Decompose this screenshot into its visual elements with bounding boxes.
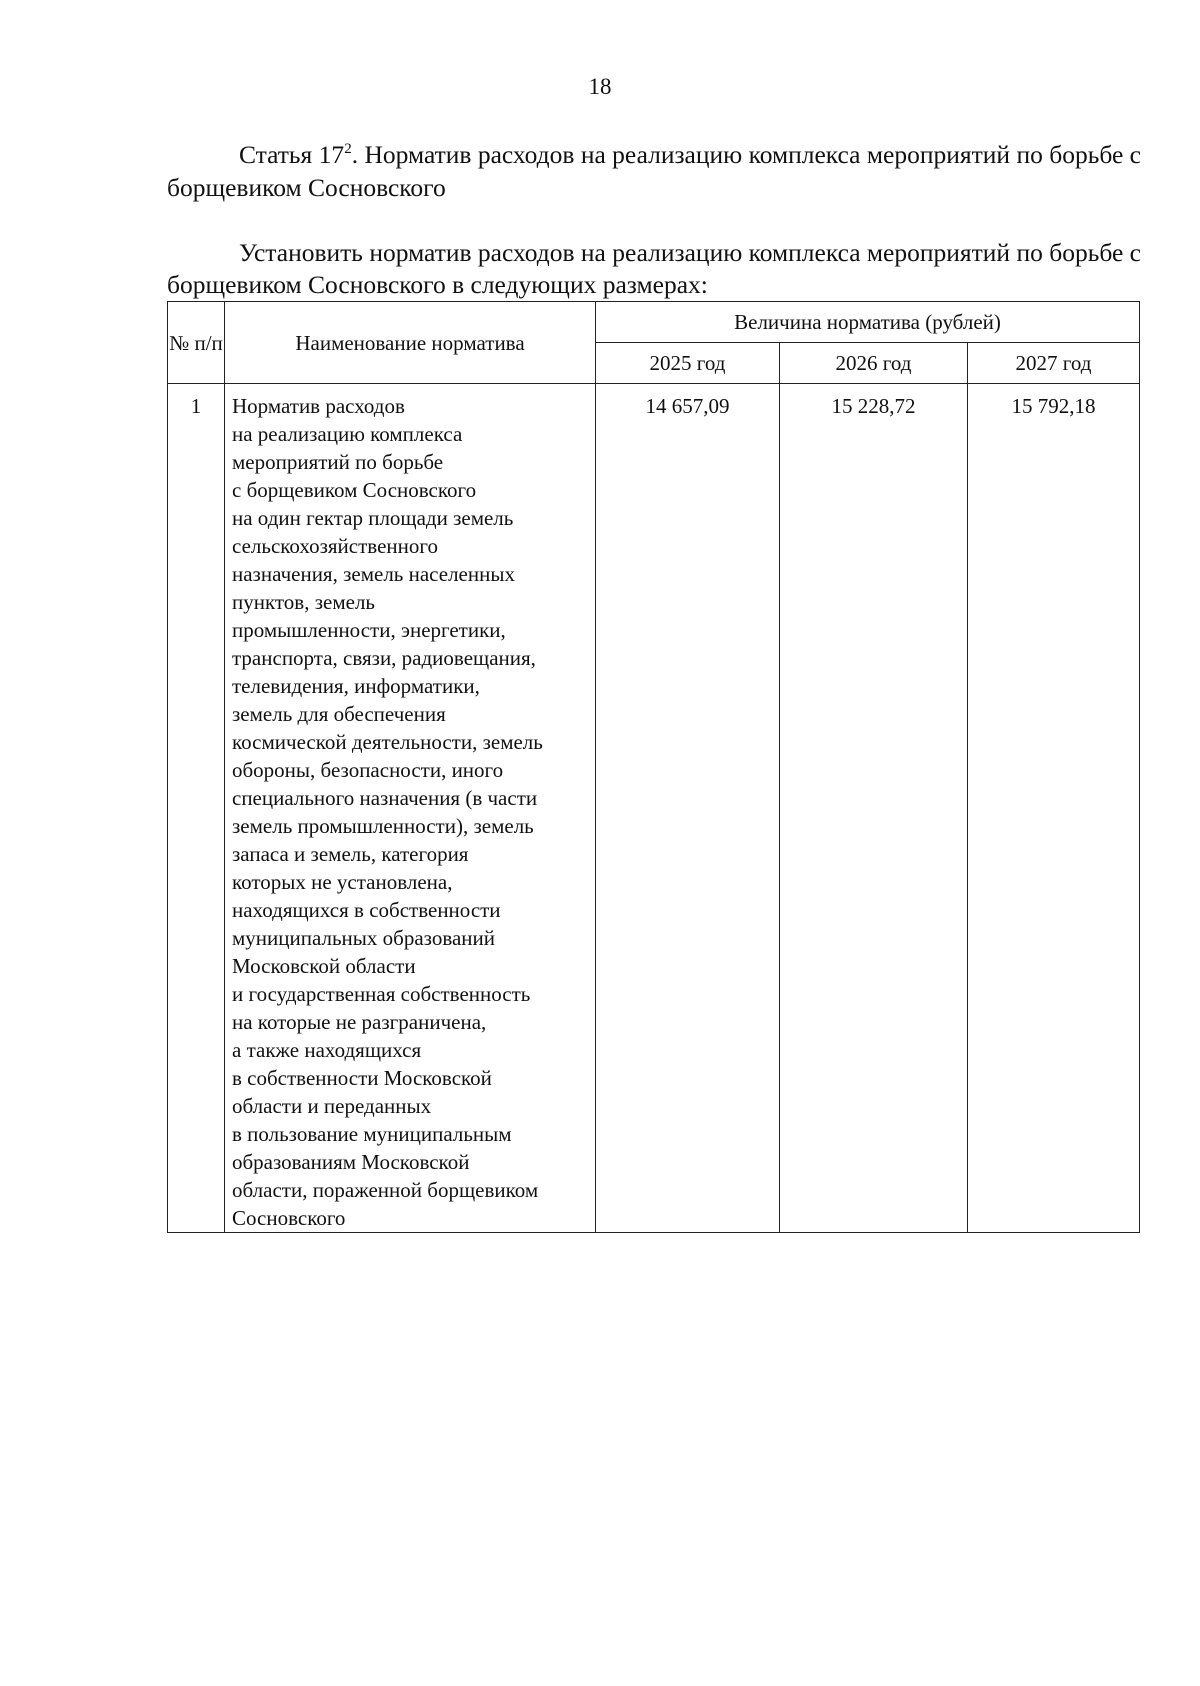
row-name-line: муниципальных образований [232,926,495,950]
row-name-line: земель для обеспечения [232,702,446,726]
row-name [225,384,596,1233]
row-name-line: в пользование муниципальным [232,1122,512,1146]
row-num: 1 [168,384,225,1233]
article-title: . Норматив расходов на реализацию комплекса мероприятий по борьбе с борщевиком Сосновского [167,140,1141,202]
row-name-line: и государственная собственность [232,982,531,1006]
row-name-line: сельскохозяйственного [232,534,438,558]
row-name-line: земель промышленности), земель [232,814,534,838]
row-name-line: назначения, земель населенных [232,562,515,586]
table-row [168,384,1140,1233]
header-year-2026: 2026 год [780,343,968,384]
row-name-line: Московской области [232,954,416,978]
row-name-line: находящихся в собственности [232,898,501,922]
row-name-line: области и переданных [232,1094,432,1118]
row-name-line: мероприятий по борьбе [232,450,444,474]
table-header-row [168,302,1140,343]
row-name-line: специального назначения (в части [232,786,538,810]
row-name-line: а также находящихся [232,1038,422,1062]
row-name-line: запаса и земель, категория [232,842,469,866]
row-name-line: транспорта, связи, радиовещания, [232,646,536,670]
row-name-line: с борщевиком Сосновского [232,478,477,502]
header-name: Наименование норматива [225,302,596,384]
row-name-line: на реализацию комплекса [232,422,463,446]
row-name-line: космической деятельности, земель [232,730,543,754]
value-2025: 14 657,09 [596,384,780,1233]
row-name-line: Норматив расходов [232,394,405,418]
article-heading [167,138,1141,204]
value-2027: 15 792,18 [968,384,1140,1233]
row-name-line: области, пораженной борщевиком [232,1178,539,1202]
row-name-line: промышленности, энергетики, [232,618,506,642]
row-name-lines [232,392,592,1232]
row-name-line: на которые не разграничена, [232,1010,487,1034]
row-name-line: на один гектар площади земель [232,506,514,530]
page-number: 18 [588,74,612,99]
value-2026: 15 228,72 [780,384,968,1233]
intro-paragraph: Установить норматив расходов на реализацию комплекса мероприятий по борьбе с борщевиком Сосновского в следующих размерах: [167,238,1141,299]
header-value-group: Величина норматива (рублей) [596,302,1140,343]
header-year-2025: 2025 год [596,343,780,384]
row-name-line: в собственности Московской [232,1066,492,1090]
header-num: № п/п [168,302,225,384]
article-superscript: 2 [344,141,352,157]
article-prefix: Статья 17 [239,140,345,169]
row-name-line: образованиям Московской [232,1150,470,1174]
row-name-line: обороны, безопасности, иного [232,758,504,782]
header-year-2027: 2027 год [968,343,1140,384]
row-name-line: пунктов, земель [232,590,376,614]
row-name-line: Сосновского [232,1206,346,1230]
row-name-line: которых не установлена, [232,870,453,894]
norm-table [167,301,1140,1233]
row-name-line: телевидения, информатики, [232,674,480,698]
